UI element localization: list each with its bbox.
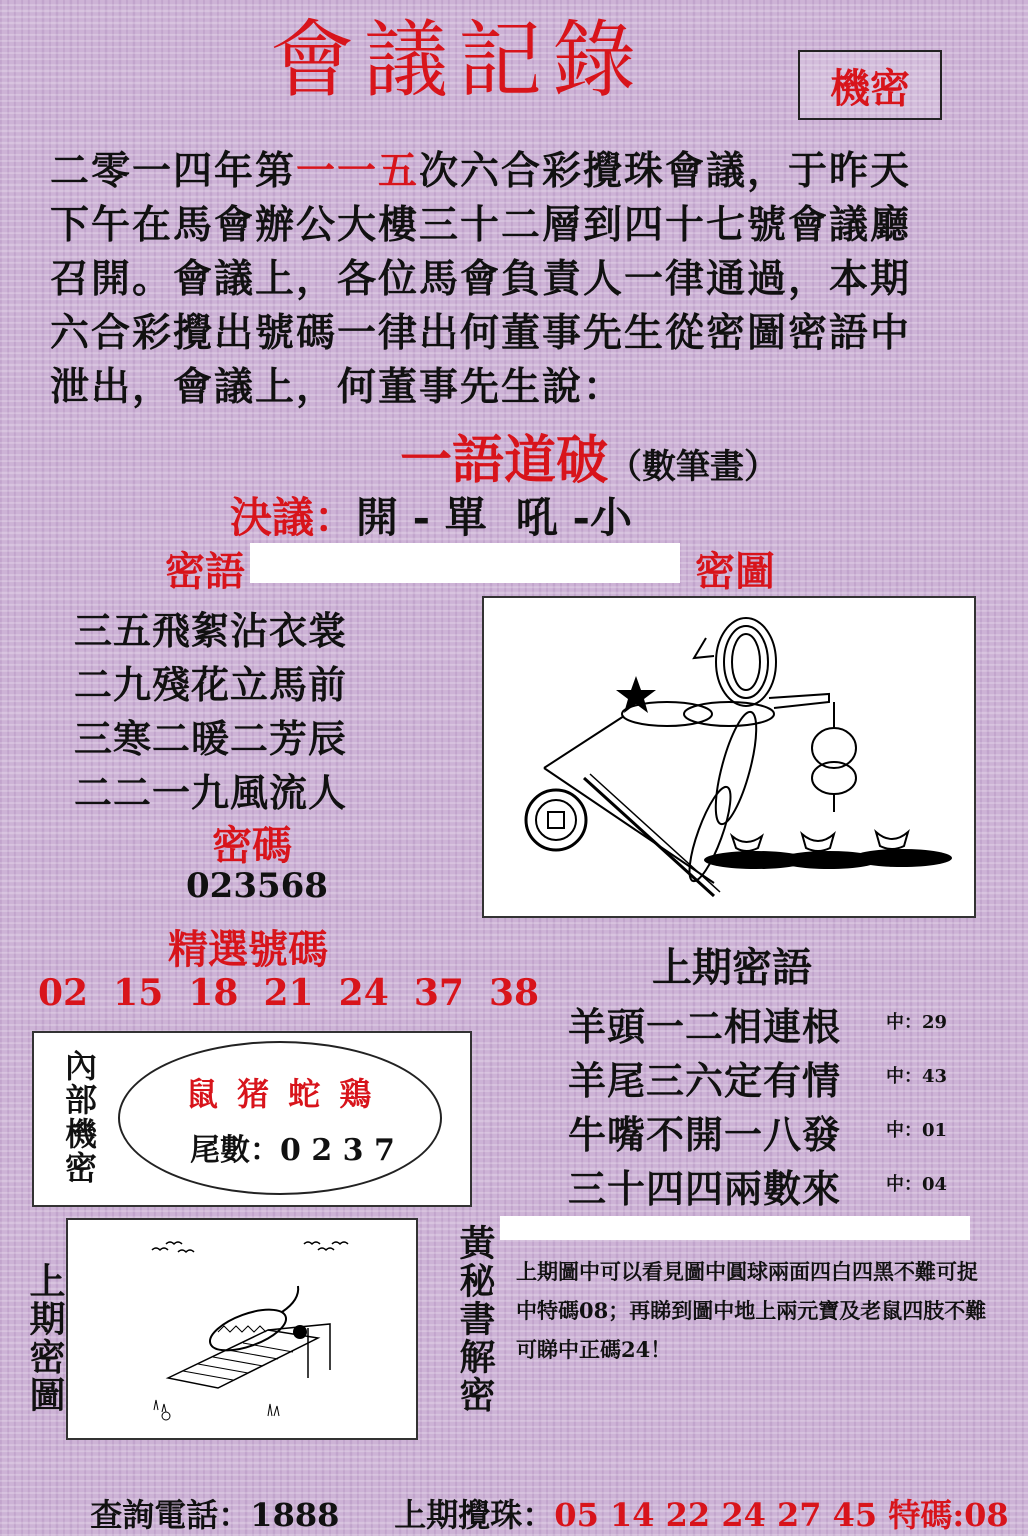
- plant-icon: [154, 1400, 166, 1412]
- last-riddle-hit-3: 中：01: [886, 1120, 948, 1141]
- motto-note: （數筆畫）: [608, 447, 779, 487]
- ramp-slat: [183, 1371, 233, 1380]
- spiral-head: [732, 634, 760, 690]
- last-riddle-line-1: 羊頭一二相連根: [568, 1004, 842, 1049]
- cushion-shape: [682, 783, 739, 885]
- secret-code-value: 023568: [186, 866, 328, 906]
- last-riddle-hit-2: 中：43: [886, 1066, 948, 1087]
- paragraph-line-5: 泄出，會議上，何董事先生說：: [50, 364, 625, 410]
- gold-ingot-icon: [732, 836, 762, 851]
- special-number: 08: [964, 1496, 1009, 1534]
- internal-tail-value: 0 2 3 7: [280, 1133, 395, 1168]
- paragraph-line-1-a: 二零一四年第: [50, 148, 297, 194]
- secret-stamp: 機密: [798, 50, 942, 120]
- white-bar: [250, 543, 680, 583]
- ramp-slat: [243, 1343, 293, 1352]
- seed-icon: [162, 1412, 170, 1420]
- selected-numbers-value: 02 15 18 21 24 37 38: [38, 972, 540, 1014]
- footer-last-draw: [372, 1452, 1009, 1536]
- ground-shadow: [852, 849, 952, 867]
- secretary-label: 黃秘書解密: [454, 1224, 496, 1414]
- page-title: 會議記錄: [270, 11, 647, 109]
- spiral-head: [724, 626, 768, 698]
- last-riddle-hit-1: 中：29: [886, 1012, 948, 1033]
- outline-stroke: [694, 638, 714, 658]
- bird-icon: [178, 1250, 194, 1252]
- paragraph-line-3: 召開。會議上，各位馬會負責人一律通過，本期: [50, 256, 912, 302]
- paragraph-line-1-b: 次六合彩攪珠會議，于昨天: [419, 148, 912, 194]
- ramp-slat: [198, 1364, 248, 1373]
- last-riddle-heading: 上期密語: [652, 944, 812, 991]
- motto: [400, 418, 778, 493]
- issue-number: 一一五: [296, 148, 420, 194]
- last-riddle-line-3: 牛嘴不開一八發: [568, 1112, 842, 1157]
- pole-stroke: [584, 778, 714, 896]
- pangolin-icon: [205, 1301, 291, 1358]
- internal-label: 內部機密: [60, 1049, 98, 1185]
- last-picture: [66, 1218, 418, 1440]
- last-draw-numbers: 05 14 22 24 27 45: [554, 1496, 878, 1534]
- gold-ingot-icon: [876, 832, 908, 849]
- secret-picture: [482, 596, 976, 918]
- bird-icon: [166, 1242, 182, 1244]
- paragraph-line-2: 下午在馬會辦公大樓三十二層到四十七號會議廳: [50, 202, 912, 248]
- decision-value: 開 - 單 吼 -小: [356, 493, 632, 542]
- star-icon: [616, 676, 656, 713]
- pole-stroke: [590, 774, 720, 892]
- cushion-shape: [684, 702, 774, 726]
- bird-icon: [304, 1242, 320, 1244]
- secret-picture-illustration: [484, 598, 974, 916]
- phone-label: 查詢電話：: [90, 1496, 251, 1534]
- secret-word-line-4: 二二一九風流人: [74, 770, 348, 815]
- secret-word-line-3: 三寒二暖二芳辰: [74, 716, 348, 761]
- internal-zodiacs: 鼠 猪 蛇 鶏: [186, 1075, 376, 1113]
- ramp-slat: [228, 1350, 278, 1359]
- selected-numbers-heading: 精選號碼: [168, 926, 328, 973]
- gold-ingot-icon: [802, 834, 834, 851]
- internal-secret-box: [32, 1031, 472, 1207]
- last-picture-illustration: [68, 1220, 416, 1438]
- last-riddle-line-4: 三十四四兩數來: [568, 1166, 842, 1211]
- plant-icon: [268, 1404, 279, 1416]
- small-ball-icon: [293, 1325, 307, 1339]
- secret-code-heading: 密碼: [212, 822, 292, 869]
- bird-icon: [332, 1242, 348, 1244]
- last-riddle-line-2: 羊尾三六定有情: [568, 1058, 842, 1103]
- bird-icon: [152, 1248, 168, 1250]
- ramp-shape: [168, 1330, 318, 1388]
- secret-word-line-1: 三五飛絮沾衣裳: [74, 608, 348, 653]
- paragraph-line-4: 六合彩攪出號碼一律出何董事先生從密圖密語中: [50, 310, 912, 356]
- decision: [230, 485, 632, 545]
- last-picture-label: 上期密圖: [24, 1262, 66, 1414]
- internal-ellipse: [118, 1041, 442, 1195]
- secret-word-line-2: 二九殘花立馬前: [74, 662, 348, 707]
- pangolin-scales: [218, 1326, 266, 1332]
- special-label: 特碼:: [888, 1496, 965, 1534]
- last-riddle-hit-4: 中：04: [886, 1174, 948, 1195]
- white-bar: [500, 1216, 970, 1240]
- lantern-icon: [812, 762, 856, 794]
- last-draw-label: 上期攪珠：: [394, 1496, 555, 1534]
- bird-icon: [318, 1248, 334, 1250]
- internal-tail-label: 尾數：: [190, 1133, 280, 1168]
- arm-stroke: [769, 694, 829, 708]
- footer-phone: [68, 1452, 339, 1536]
- motto-text: 一語道破: [400, 430, 609, 491]
- ramp-slat: [213, 1357, 263, 1366]
- decision-label: 決議：: [230, 493, 357, 542]
- paragraph-line-1: [50, 148, 990, 194]
- pangolin-tail: [282, 1286, 298, 1312]
- internal-tail: [190, 1125, 395, 1169]
- phone-number: 1888: [250, 1496, 340, 1534]
- secretary-text: 上期圖中可以看見圖中圓球兩面四白四黑不難可捉中特碼08；再睇到圖中地上兩元寶及老鼠四肢不難可睇中正碼24！: [516, 1259, 987, 1362]
- secret-words-heading: 密語: [165, 548, 245, 595]
- secret-picture-heading: 密圖: [695, 548, 775, 595]
